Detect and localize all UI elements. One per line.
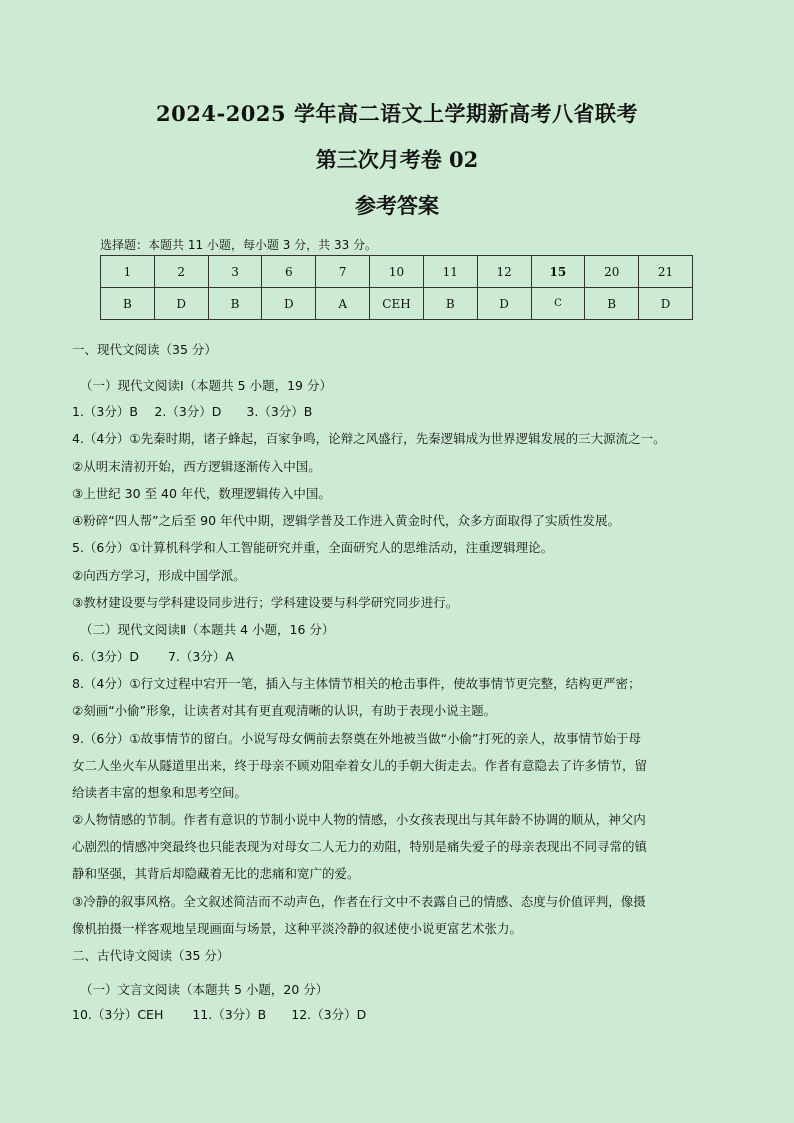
answer-table [100,255,693,320]
answer-cell: CEH [370,288,424,320]
answer-line: 静和坚强，其背后却隐藏着无比的悲痛和宽广的爱。 [72,866,360,881]
document-subtitle: 第三次月考卷 02 [315,147,479,172]
answer-line: ②刻画“小偷”形象，让读者对其有更直观清晰的认识，有助于表现小说主题。 [72,703,497,718]
answer-line: 4.（4分）①先秦时期，诸子蜂起，百家争鸣，论辩之风盛行，先秦逻辑成为世界逻辑发展的三大源流之一。 [72,431,666,446]
answer-row [101,288,693,320]
question-number-cell: 3 [208,256,262,288]
answer-line: 6.（3分）D 7.（3分）A [72,649,234,664]
answer-line: ②人物情感的节制。作者有意识的节制小说中人物的情感，小女孩表现出与其年龄不协调的顺从，神父内 [72,812,646,827]
answer-cell: B [101,288,155,320]
section-heading: 一、现代文阅读（35 分） [72,342,217,357]
answer-line: 8.（4分）①行文过程中宕开一笔，插入与主体情节相关的枪击事件，使故事情节更完整，结构更严密； [72,676,641,691]
answer-line: 心剧烈的情感冲突最终也只能表现为对母女二人无力的劝阻，特别是痛失爱子的母亲表现出不同寻常的镇 [72,839,648,854]
answer-cell: B [208,288,262,320]
answer-line: ③上世纪 30 至 40 年代，数理逻辑传入中国。 [72,486,331,501]
answer-cell: D [639,288,693,320]
question-number-cell: 15 [531,256,585,288]
answer-cell: B [423,288,477,320]
question-number-cell: 12 [477,256,531,288]
question-number-cell: 1 [101,256,155,288]
answer-cell: B [585,288,639,320]
subsection-heading: （一）文言文阅读（本题共 5 小题，20 分） [80,982,329,997]
answer-line: 9.（6分）①故事情节的留白。小说写母女俩前去祭奠在外地被当做“小偷”打死的亲人，故事情节始于母 [72,731,642,746]
answer-line: ②向西方学习，形成中国学派。 [72,568,246,583]
question-number-cell: 7 [316,256,370,288]
subsection-heading: （二）现代文阅读Ⅱ（本题共 4 小题，16 分） [80,622,335,637]
answer-cell: D [154,288,208,320]
section-heading: 二、古代诗文阅读（35 分） [72,948,230,963]
answer-cell: A [316,288,370,320]
question-number-row [101,256,693,288]
answer-line: ③教材建设要与学科建设同步进行；学科建设要与科学研究同步进行。 [72,595,459,610]
answer-line: 女二人坐火车从隧道里出来，终于母亲不顾劝阻牵着女儿的手朝大街走去。作者有意隐去了许多情节，留 [72,758,648,773]
question-number-cell: 11 [423,256,477,288]
question-number-cell: 20 [585,256,639,288]
choice-caption: 选择题：本题共 11 小题，每小题 3 分，共 33 分。 [100,238,378,252]
question-number-cell: 6 [262,256,316,288]
answer-cell: D [262,288,316,320]
answer-cell: C [531,288,585,320]
question-number-cell: 21 [639,256,693,288]
answer-line: 5.（6分）①计算机科学和人工智能研究并重，全面研究人的思维活动，注重逻辑理论。 [72,540,554,555]
subsection-heading: （一）现代文阅读Ⅰ（本题共 5 小题，19 分） [80,378,332,393]
answer-line: 1.（3分）B 2.（3分）D 3.（3分）B [72,404,313,419]
document-title: 2024-2025 学年高二语文上学期新高考八省联考 [156,101,638,126]
answer-cell: D [477,288,531,320]
question-number-cell: 2 [154,256,208,288]
answer-line: 给读者丰富的想象和思考空间。 [72,785,248,800]
answer-line: ②从明末清初开始，西方逻辑逐渐传入中国。 [72,459,321,474]
question-number-cell: 10 [370,256,424,288]
answer-key-heading: 参考答案 [355,193,439,218]
answer-line: ③冷静的叙事风格。全文叙述简洁而不动声色，作者在行文中不表露自己的情感、态度与价值评判，像摄 [72,894,646,909]
answer-line: 像机拍摄一样客观地呈现画面与场景，这种平淡冷静的叙述使小说更富艺术张力。 [72,921,523,936]
answer-line: ④粉碎“四人帮”之后至 90 年代中期，逻辑学普及工作进入黄金时代，众多方面取得了实质性发展。 [72,513,621,528]
answer-line: 10.（3分）CEH 11.（3分）B 12.（3分）D [72,1007,367,1022]
